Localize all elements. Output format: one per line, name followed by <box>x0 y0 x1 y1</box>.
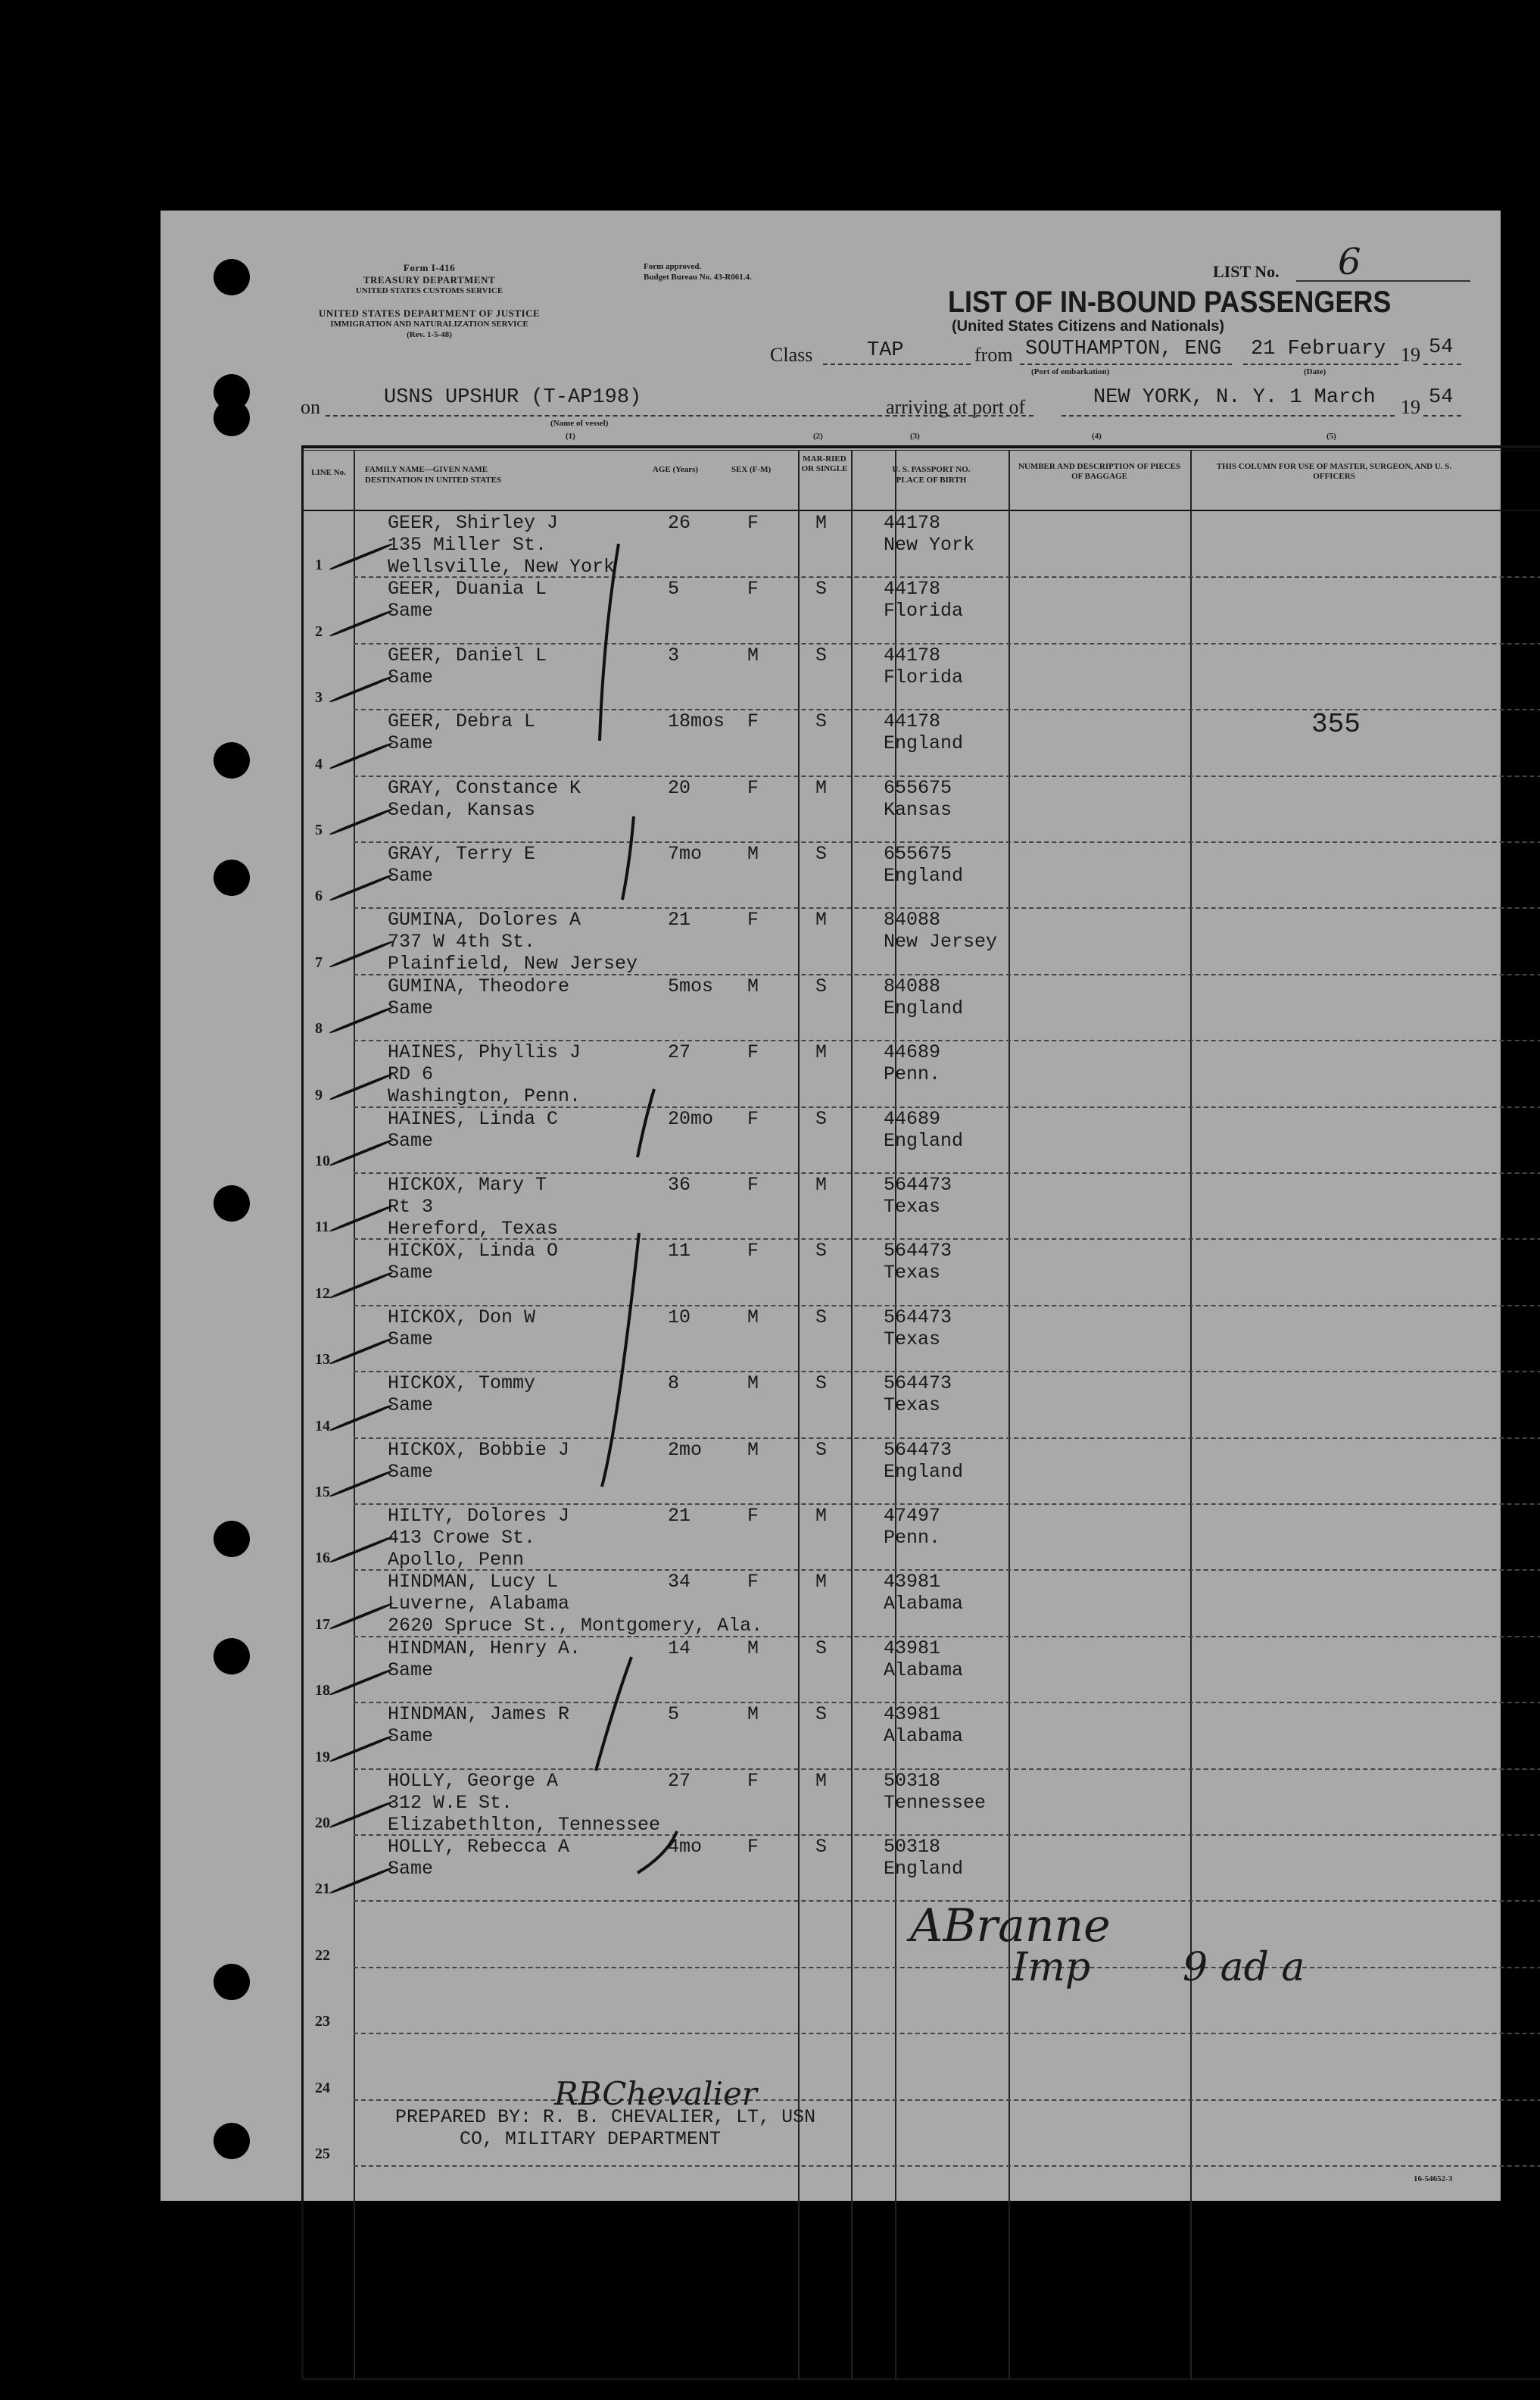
passenger-sex: F <box>747 1107 759 1130</box>
date-label: (Date) <box>1304 367 1326 376</box>
place-of-birth: England <box>884 1129 964 1152</box>
passenger-address: Same <box>388 1394 434 1417</box>
line-number: 20 <box>315 1814 330 1831</box>
passenger-sex: M <box>747 1637 759 1659</box>
line-number: 17 <box>315 1615 330 1633</box>
passenger-age: 7mo <box>668 843 703 865</box>
passenger-age: 8 <box>668 1372 680 1395</box>
place-of-birth: Alabama <box>884 1725 964 1748</box>
from-label: from <box>974 344 1013 366</box>
passenger-name: HINDMAN, James R <box>388 1703 570 1726</box>
form-number: Form I-416 <box>403 262 456 273</box>
place-of-birth: Penn. <box>884 1527 941 1549</box>
form-approved: Form approved. <box>644 262 702 271</box>
passenger-sex: M <box>747 1703 759 1726</box>
passport-number: 44689 <box>884 1041 941 1064</box>
year-value-2: 54 <box>1429 386 1454 409</box>
passenger-age: 26 <box>668 512 691 534</box>
passenger-sex: F <box>747 1769 759 1792</box>
passport-number: 47497 <box>884 1505 941 1527</box>
place-of-birth: Texas <box>884 1328 941 1350</box>
passenger-age: 34 <box>668 1571 691 1593</box>
passenger-marital-status: S <box>815 975 828 997</box>
binder-hole <box>214 1964 250 2000</box>
passenger-age: 21 <box>668 909 691 932</box>
line-number: 4 <box>315 755 323 772</box>
passenger-age: 4mo <box>668 1836 703 1858</box>
line-number: 6 <box>315 888 323 905</box>
passenger-age: 11 <box>668 1240 691 1262</box>
passenger-address: Same <box>388 732 434 755</box>
passport-number: 43981 <box>884 1703 941 1726</box>
line-number: 24 <box>315 2079 330 2096</box>
line-number: 11 <box>315 1219 329 1236</box>
port-embark-label: (Port of embarkation) <box>1031 367 1110 376</box>
place-of-birth: Florida <box>884 666 964 688</box>
passenger-name: HILTY, Dolores J <box>388 1505 570 1527</box>
list-subtitle: (United States Citizens and Nationals) <box>952 318 1225 335</box>
passenger-sex: M <box>747 843 759 865</box>
passenger-sex: F <box>747 710 759 733</box>
passport-number: 44178 <box>884 512 941 534</box>
passenger-city: Apollo, Penn <box>388 1549 525 1571</box>
passenger-age: 14 <box>668 1637 691 1659</box>
place-of-birth: New York <box>884 534 975 556</box>
list-title: LIST OF IN-BOUND PASSENGERS <box>948 284 1392 319</box>
place-of-birth: England <box>884 865 964 887</box>
line-number: 16 <box>315 1550 330 1567</box>
passenger-marital-status: S <box>815 578 828 601</box>
passenger-sex: F <box>747 776 759 799</box>
passenger-address: Same <box>388 666 434 688</box>
passenger-age: 27 <box>668 1041 691 1064</box>
passenger-marital-status: M <box>815 1041 828 1064</box>
passport-number: 44178 <box>884 644 941 666</box>
binder-hole <box>214 1638 250 1674</box>
line-number: 25 <box>315 2145 330 2162</box>
binder-hole <box>214 400 250 436</box>
passenger-name: GRAY, Constance K <box>388 776 581 799</box>
passenger-marital-status: M <box>815 512 828 534</box>
handwritten-stamp-2: Imp <box>1012 1945 1091 1990</box>
line-number: 9 <box>315 1086 323 1103</box>
vessel-name: USNS UPSHUR (T-AP198) <box>384 386 642 409</box>
passport-number: 564473 <box>884 1240 952 1262</box>
passenger-sex: M <box>747 1372 759 1395</box>
passenger-address: Same <box>388 865 434 887</box>
place-of-birth: England <box>884 997 964 1019</box>
binder-hole <box>214 860 250 896</box>
passport-number: 43981 <box>884 1637 941 1659</box>
passenger-sex: F <box>747 909 759 932</box>
list-no-label: LIST No. <box>1213 262 1280 281</box>
line-number: 19 <box>315 1748 330 1765</box>
passenger-name: HOLLY, George A <box>388 1769 559 1792</box>
col-num-4: (4) <box>1092 432 1102 441</box>
date-value: 21 February <box>1251 338 1386 360</box>
passenger-sex: F <box>747 1240 759 1262</box>
header-passport: U. S. PASSPORT NO. <box>892 465 971 474</box>
arrival-port: NEW YORK, N. Y. 1 March <box>1093 386 1376 409</box>
passenger-name: GEER, Shirley J <box>388 512 559 534</box>
passenger-address: 312 W.E St. <box>388 1791 513 1814</box>
passenger-marital-status: M <box>815 1769 828 1792</box>
passenger-address: Same <box>388 1725 434 1748</box>
passenger-name: GUMINA, Theodore <box>388 975 570 997</box>
line-number: 22 <box>315 1946 330 1964</box>
passenger-name: HICKOX, Mary T <box>388 1174 547 1196</box>
passport-number: 564473 <box>884 1306 952 1328</box>
handwritten-stamp-1: ABranne <box>910 1899 1111 1952</box>
passenger-sex: F <box>747 512 759 534</box>
header-married: MAR-RIED OR SINGLE <box>801 454 848 473</box>
passenger-name: GEER, Duania L <box>388 578 547 601</box>
header-destination: DESTINATION IN UNITED STATES <box>365 476 502 485</box>
passenger-address: Same <box>388 1858 434 1880</box>
passport-number: 564473 <box>884 1174 952 1196</box>
line-number: 10 <box>315 1152 330 1169</box>
passenger-sex: M <box>747 1306 759 1328</box>
passenger-address: RD 6 <box>388 1063 434 1086</box>
passenger-name: HINDMAN, Henry A. <box>388 1637 581 1659</box>
passenger-name: HAINES, Phyllis J <box>388 1041 581 1064</box>
line-number: 15 <box>315 1483 330 1500</box>
line-number: 18 <box>315 1682 330 1699</box>
form-revision: (Rev. 1-5-48) <box>407 330 452 339</box>
line-number: 7 <box>315 953 323 971</box>
passenger-address: Same <box>388 997 434 1019</box>
line-number: 2 <box>315 623 323 640</box>
passenger-name: GEER, Debra L <box>388 710 536 733</box>
place-of-birth: Alabama <box>884 1593 964 1615</box>
passenger-city: 2620 Spruce St., Montgomery, Ala. <box>388 1615 763 1637</box>
passenger-age: 2mo <box>668 1438 703 1461</box>
dept-customs: UNITED STATES CUSTOMS SERVICE <box>355 286 503 295</box>
passenger-marital-status: S <box>815 1306 828 1328</box>
class-label: Class <box>770 344 813 366</box>
passenger-marital-status: S <box>815 644 828 666</box>
passenger-marital-status: S <box>815 1372 828 1395</box>
line-number: 21 <box>315 1880 330 1898</box>
passenger-address: 737 W 4th St. <box>388 931 536 953</box>
binder-hole <box>214 742 250 779</box>
table-bottom-rule <box>301 2378 1540 2380</box>
line-number: 23 <box>315 2013 330 2030</box>
passenger-city: Wellsville, New York <box>388 556 616 578</box>
place-of-birth: Alabama <box>884 1659 964 1681</box>
passenger-sex: F <box>747 1836 759 1858</box>
passenger-name: GUMINA, Dolores A <box>388 909 581 932</box>
place-of-birth: Penn. <box>884 1063 941 1086</box>
arriving-label: arriving at port of <box>886 396 1026 418</box>
form-page <box>161 211 1501 2201</box>
passenger-marital-status: M <box>815 909 828 932</box>
passenger-age: 27 <box>668 1769 691 1792</box>
passenger-address: Sedan, Kansas <box>388 798 536 821</box>
passenger-address: Same <box>388 1328 434 1350</box>
on-label: on <box>301 396 320 418</box>
passenger-age: 18mos <box>668 710 725 733</box>
line-number: 8 <box>315 1020 323 1038</box>
passenger-marital-status: S <box>815 1637 828 1659</box>
header-officers: THIS COLUMN FOR USE OF MASTER, SURGEON, AND U. S. OFFICERS <box>1216 462 1452 481</box>
passenger-marital-status: S <box>815 1240 828 1262</box>
passenger-age: 21 <box>668 1505 691 1527</box>
binder-hole <box>214 1521 250 1557</box>
passenger-sex: F <box>747 1041 759 1064</box>
passenger-sex: F <box>747 1174 759 1196</box>
passenger-marital-status: M <box>815 1571 828 1593</box>
passenger-age: 20mo <box>668 1107 714 1130</box>
dept-immigration: IMMIGRATION AND NATURALIZATION SERVICE <box>330 320 528 329</box>
passenger-marital-status: S <box>815 1703 828 1726</box>
passenger-address: 135 Miller St. <box>388 534 547 556</box>
place-of-birth: Texas <box>884 1394 941 1417</box>
col-num-5: (5) <box>1326 432 1336 441</box>
passenger-name: HAINES, Linda C <box>388 1107 559 1130</box>
passenger-city: Washington, Penn. <box>388 1085 581 1108</box>
year-prefix-2: 19 <box>1401 396 1420 418</box>
passenger-age: 10 <box>668 1306 691 1328</box>
passport-number: 84088 <box>884 975 941 997</box>
passenger-address: Same <box>388 1262 434 1284</box>
line-number: 1 <box>315 557 323 574</box>
header-birth: PLACE OF BIRTH <box>896 476 967 485</box>
passenger-name: HICKOX, Don W <box>388 1306 536 1328</box>
from-value: SOUTHAMPTON, ENG <box>1025 338 1222 360</box>
header-sex: SEX (F-M) <box>731 465 772 474</box>
passenger-city: Hereford, Texas <box>388 1218 559 1240</box>
passenger-marital-status: M <box>815 1174 828 1196</box>
passenger-sex: M <box>747 644 759 666</box>
passenger-name: HINDMAN, Lucy L <box>388 1571 559 1593</box>
passport-number: 50318 <box>884 1836 941 1858</box>
class-value: TAP <box>867 339 904 362</box>
place-of-birth: New Jersey <box>884 931 998 953</box>
budget-bureau-no: Budget Bureau No. 43-R061.4. <box>644 273 752 282</box>
officer-note: 355 <box>1311 709 1361 740</box>
pen-strokes <box>161 211 1501 2201</box>
binder-hole <box>214 1185 250 1222</box>
passenger-address: Same <box>388 600 434 623</box>
prepared-by-department: CO, MILITARY DEPARTMENT <box>460 2128 722 2150</box>
passenger-sex: F <box>747 578 759 601</box>
passport-number: 564473 <box>884 1372 952 1395</box>
passenger-name: GEER, Daniel L <box>388 644 547 666</box>
passenger-name: GRAY, Terry E <box>388 843 536 865</box>
passport-number: 44178 <box>884 710 941 733</box>
passport-number: 44178 <box>884 578 941 601</box>
col-num-2: (2) <box>813 432 823 441</box>
place-of-birth: England <box>884 732 964 755</box>
passenger-age: 36 <box>668 1174 691 1196</box>
place-of-birth: England <box>884 1858 964 1880</box>
passenger-name: HICKOX, Tommy <box>388 1372 536 1395</box>
passenger-address: Same <box>388 1129 434 1152</box>
col-num-1: (1) <box>566 432 575 441</box>
place-of-birth: Tennessee <box>884 1791 987 1814</box>
year-prefix-1: 19 <box>1401 344 1420 366</box>
line-number: 3 <box>315 689 323 707</box>
binder-hole <box>214 2123 250 2159</box>
passenger-address: Same <box>388 1460 434 1483</box>
vessel-label: (Name of vessel) <box>550 419 609 428</box>
passenger-marital-status: S <box>815 843 828 865</box>
passenger-age: 5mos <box>668 975 714 997</box>
passenger-city: Plainfield, New Jersey <box>388 953 638 975</box>
header-line-no: LINE No. <box>311 468 346 477</box>
header-age: AGE (Years) <box>652 465 699 474</box>
handwritten-stamp-3: 9 ad a <box>1183 1945 1305 1990</box>
header-baggage: NUMBER AND DESCRIPTION OF PIECES OF BAGGAGE <box>1018 462 1181 481</box>
passenger-sex: M <box>747 1438 759 1461</box>
passenger-sex: M <box>747 975 759 997</box>
passenger-address: 413 Crowe St. <box>388 1527 536 1549</box>
passport-number: 50318 <box>884 1769 941 1792</box>
dept-treasury: TREASURY DEPARTMENT <box>363 274 496 286</box>
passenger-marital-status: S <box>815 1107 828 1130</box>
year-value-1: 54 <box>1429 336 1454 359</box>
line-number: 13 <box>315 1351 330 1369</box>
dept-justice: UNITED STATES DEPARTMENT OF JUSTICE <box>318 307 541 319</box>
preparer-signature: RBChevalier <box>554 2075 757 2112</box>
passenger-address: Rt 3 <box>388 1196 434 1218</box>
prepared-by: PREPARED BY: R. B. CHEVALIER, LT, USN <box>395 2106 816 2128</box>
binder-hole <box>214 259 250 295</box>
passenger-name: HICKOX, Bobbie J <box>388 1438 570 1461</box>
passenger-marital-status: S <box>815 710 828 733</box>
place-of-birth: Kansas <box>884 798 952 821</box>
passport-number: 564473 <box>884 1438 952 1461</box>
passenger-name: HOLLY, Rebecca A <box>388 1836 570 1858</box>
passenger-marital-status: M <box>815 776 828 799</box>
passenger-address: Luverne, Alabama <box>388 1593 570 1615</box>
passenger-address: Same <box>388 1659 434 1681</box>
passport-number: 655675 <box>884 776 952 799</box>
passenger-marital-status: M <box>815 1505 828 1527</box>
col-num-3: (3) <box>910 432 920 441</box>
passenger-city: Elizabethlton, Tennessee <box>388 1813 661 1836</box>
list-no-value: 6 <box>1338 241 1361 283</box>
passport-number: 655675 <box>884 843 952 865</box>
line-number: 12 <box>315 1284 330 1302</box>
passenger-age: 5 <box>668 1703 680 1726</box>
footer-code: 16-54652-3 <box>1414 2174 1453 2183</box>
passenger-sex: F <box>747 1505 759 1527</box>
line-number: 5 <box>315 821 323 838</box>
passenger-age: 20 <box>668 776 691 799</box>
header-family-name: FAMILY NAME—GIVEN NAME <box>365 465 488 474</box>
passenger-sex: F <box>747 1571 759 1593</box>
passenger-marital-status: S <box>815 1836 828 1858</box>
place-of-birth: England <box>884 1460 964 1483</box>
passenger-marital-status: S <box>815 1438 828 1461</box>
passport-number: 44689 <box>884 1107 941 1130</box>
passport-number: 43981 <box>884 1571 941 1593</box>
passenger-age: 5 <box>668 578 680 601</box>
place-of-birth: Texas <box>884 1262 941 1284</box>
passport-number: 84088 <box>884 909 941 932</box>
passenger-name: HICKOX, Linda O <box>388 1240 559 1262</box>
place-of-birth: Texas <box>884 1196 941 1218</box>
place-of-birth: Florida <box>884 600 964 623</box>
line-number: 14 <box>315 1417 330 1434</box>
passenger-age: 3 <box>668 644 680 666</box>
